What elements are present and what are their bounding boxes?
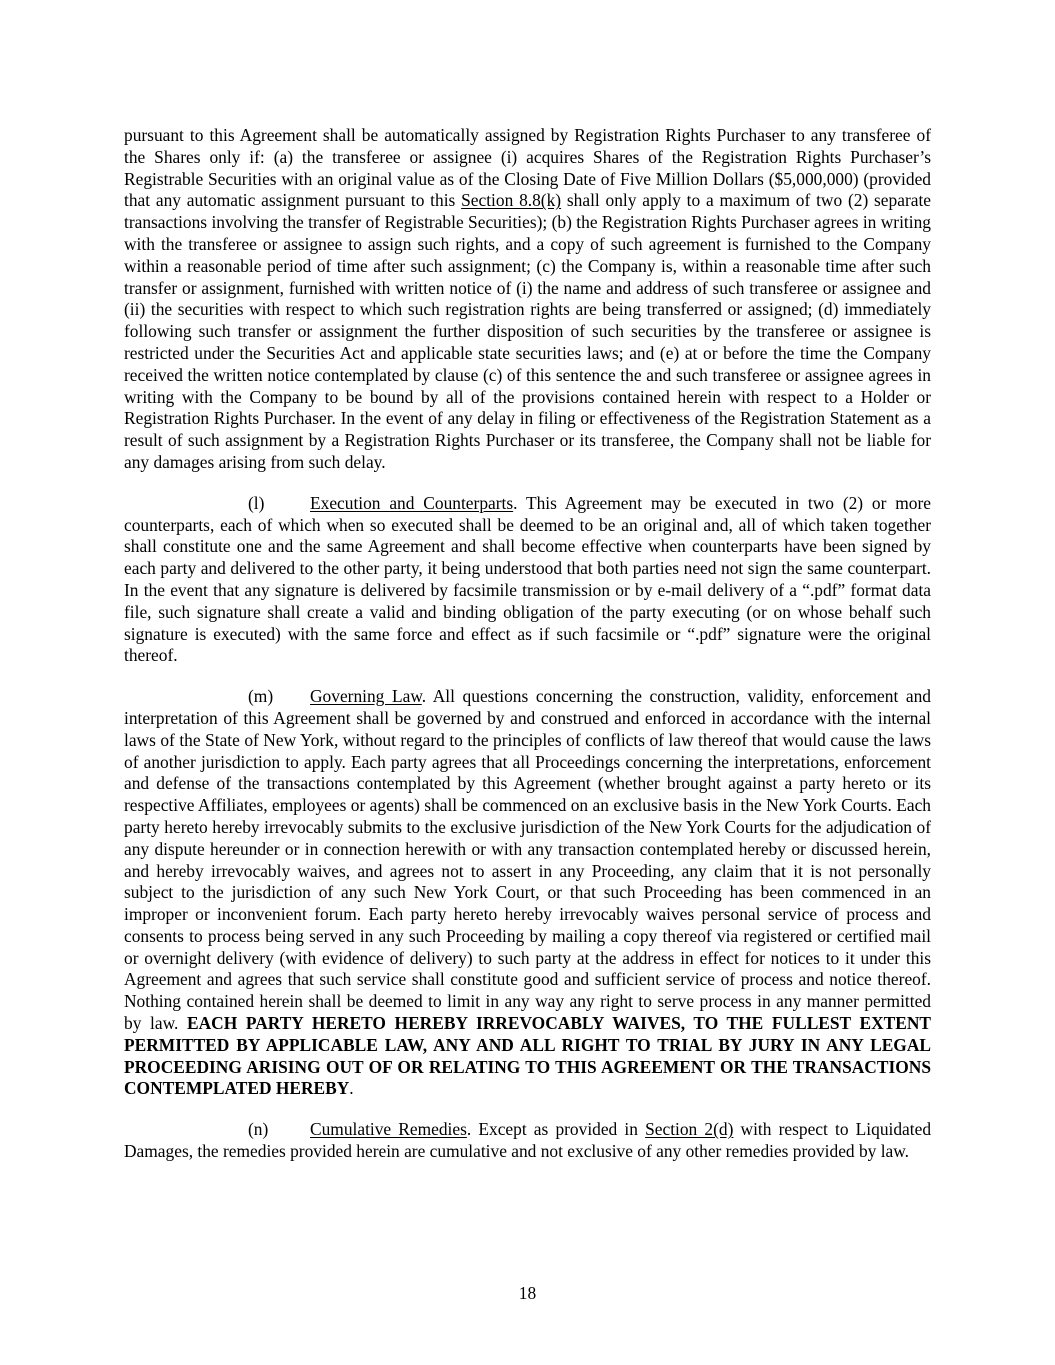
clause-heading: Execution and Counterparts bbox=[310, 492, 514, 513]
clause-heading: Cumulative Remedies bbox=[310, 1119, 467, 1140]
clause-body: with respect to Liquidated Damages, the remedies provided herein are cumulative and not exclusive of any other remedies provided by law. bbox=[124, 1119, 932, 1162]
page-number: 18 bbox=[518, 1283, 537, 1303]
clause-body: . Except as provided in bbox=[466, 1119, 646, 1140]
section-reference: Section 8.8(k) bbox=[461, 190, 562, 211]
clause-end: . bbox=[349, 1078, 354, 1099]
section-reference: Section 2(d) bbox=[645, 1119, 734, 1140]
paragraph-text: shall only apply to a maximum of two (2) separate transactions involving the transfer of Registrable Securities); (b) the Registration Rights Purchaser agrees in writing with the transferee or assignee to assign such rights, and a copy of such agreement is furnished to the Company within a reasonable period of time after such assignment; (c) the Company is, within a reasonable time after such transfer or assignment, furnished with written notice of (i) the name and address of such transferee or assignee and (ii) the securities with respect to which such registration rights are being transferred or assigned; (d) immediately following such transfer or assignment the further disposition of such securities by the transferee or assignee is restricted under the Securities Act and applicable state securities laws; and (e) at or before the time the Company received the written notice contemplated by clause (c) of this sentence the and such transferee or assignee agrees in writing with the Company to be bound by all of the provisions contained herein with respect to a Holder or Registration Rights Purchaser. In the event of any delay in filing or effectiveness of the Registration Statement as a result of such assignment by a Registration Rights Purchaser or its transferee, the Company shall not be liable for any damages arising from such delay. bbox=[124, 190, 932, 472]
clause-body: . All questions concerning the construction, validity, enforcement and interpretation of this Agreement shall be governed by and construed and enforced in accordance with the internal laws of the State of New York, without regard to the principles of conflicts of law thereof that would cause the laws of another jurisdiction to apply. Each party agrees that all Proceedings concerning the interpretations, enforcement and defense of the transactions contemplated by this Agreement (whether brought against a party hereto or its respective Affiliates, employees or agents) shall be commenced on an exclusive basis in the New York Courts. Each party hereto hereby irrevocably submits to the exclusive jurisdiction of the New York Courts for the adjudication of any dispute hereunder or in connection herewith or with any transaction contemplated hereby or discussed herein, and hereby irrevocably waives, and agrees not to assert in any Proceeding, any claim that it is not personally subject to the jurisdiction of any such New York Court, or that such Proceeding has been commenced in an improper or inconvenient forum. Each party hereto hereby irrevocably waives personal service of process and consents to process being served in any such Proceeding by mailing a copy thereof via registered or certified mail or overnight delivery (with evidence of delivery) to such party at the address in effect for notices to it under this Agreement and agrees that such service shall constitute good and sufficient service of process and notice thereof. Nothing contained herein shall be deemed to limit in any way any right to serve process in any manner permitted by law. bbox=[124, 686, 931, 1034]
document-page bbox=[124, 125, 931, 1163]
clause-number: (l) bbox=[248, 492, 265, 513]
continuation-paragraph bbox=[124, 125, 931, 474]
clause-heading: Governing Law bbox=[310, 686, 422, 707]
clause-number: (m) bbox=[248, 686, 274, 707]
clause-body: . This Agreement may be executed in two (2) or more counterparts, each of which when so executed shall be deemed to be an original and, all of which taken together shall constitute one and the same Agreement and shall become effective when counterparts have been signed by each party and delivered to the other party, it being understood that both parties need not sign the same counterpart. In the event that any signature is delivered by facsimile transmission or by e-mail delivery of a “.pdf” format data file, such signature shall create a valid and binding obligation of the party executing (or on whose behalf such signature is executed) with the same force and effect as if such facsimile or “.pdf” signature were the original thereof. bbox=[124, 492, 931, 666]
section-m-paragraph bbox=[124, 686, 931, 1100]
section-n-paragraph bbox=[124, 1119, 931, 1163]
paragraph-text: pursuant to this Agreement shall be automatically assigned by Registration Rights Purchaser to any transferee of the Shares only if: (a) the transferee or assignee (i) acquires Shares of the Registration Rights Purchaser’s Registrable Securities with an original value as of the Closing Date of Five Million Dollars ($5,000,000) (provided that any automatic assignment pursuant to this bbox=[124, 125, 931, 211]
clause-number: (n) bbox=[248, 1119, 269, 1140]
section-l-paragraph bbox=[124, 493, 931, 667]
jury-waiver-text: EACH PARTY HERETO HEREBY IRREVOCABLY WAIVES, TO THE FULLEST EXTENT PERMITTED BY APPLICABLE LAW, ANY AND ALL RIGHT TO TRIAL BY JURY IN ANY LEGAL PROCEEDING ARISING OUT OF OR RELATING TO THIS AGREEMENT OR THE TRANSACTIONS CONTEMPLATED HEREBY bbox=[124, 1013, 931, 1099]
